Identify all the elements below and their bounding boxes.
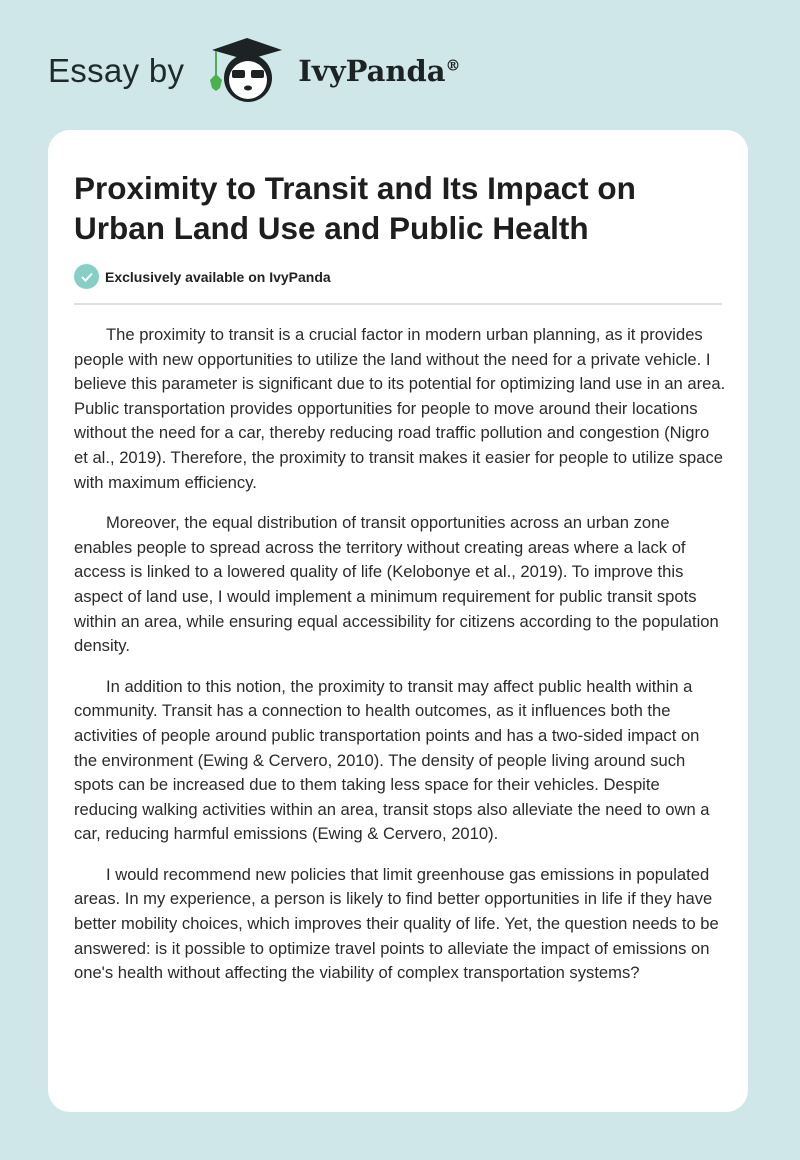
brand-name[interactable] — [298, 54, 460, 88]
check-icon — [74, 264, 99, 289]
panda-logo-icon[interactable] — [202, 36, 292, 106]
paragraph: Moreover, the equal distribution of transit opportunities across an urban zone enables people to spread across the territory without creating areas where a lack of access is linked to a lowered quality of life (Kelobonye et al., 2019). To improve this aspect of land use, I would implement a minimum requirement for public transit spots within an area, while ensuring equal accessibility for citizens according to the population density. — [74, 513, 719, 656]
brand-text: IvyPanda — [298, 54, 446, 88]
paragraph: The proximity to transit is a crucial factor in modern urban planning, as it provides people with new opportunities to utilize the land without the need for a private vehicle. I believe this parameter is significant due to its potential for optimizing land use in an area. Public transportation provides opportunities for people to move around their locations without the need for a car, thereby reducing road traffic pollution and congestion (Nigro et al., 2019). Therefore, the proximity to transit makes it easier for people to utilize space with maximum efficiency. — [74, 325, 726, 492]
essay-by-label: Essay by — [48, 52, 185, 89]
site-header — [48, 36, 461, 106]
paragraph: I would recommend new policies that limit greenhouse gas emissions in populated areas. In my experience, a person is likely to find better opportunities in life if they have better mobility choices, which improves their quality of life. Yet, the question needs to be answered: is it possible to optimize travel points to alleviate the impact of emissions on one's health without affecting the viability of complex transportation systems? — [74, 864, 719, 983]
essay-body — [74, 323, 726, 1002]
essay-title: Proximity to Transit and Its Impact on Urban Land Use and Public Health — [74, 170, 636, 246]
registered-mark: ® — [445, 56, 461, 75]
divider — [74, 303, 722, 305]
paragraph: In addition to this notion, the proximity to transit may affect public health within a community. Transit has a connection to health outcomes, as it influences both the activities of people around public transportation points and has a two-sided impact on the environment (Ewing & Cervero, 2010). The density of people living around such spots can be increased due to them taking less space for their vehicles. Despite reducing walking activities within an area, transit stops also alleviate the need to own a car, reducing harmful emissions (Ewing & Cervero, 2010). — [74, 676, 710, 844]
badge-label: Exclusively available on IvyPanda — [105, 268, 331, 285]
exclusive-badge — [74, 264, 331, 289]
essay-card — [48, 130, 748, 1112]
